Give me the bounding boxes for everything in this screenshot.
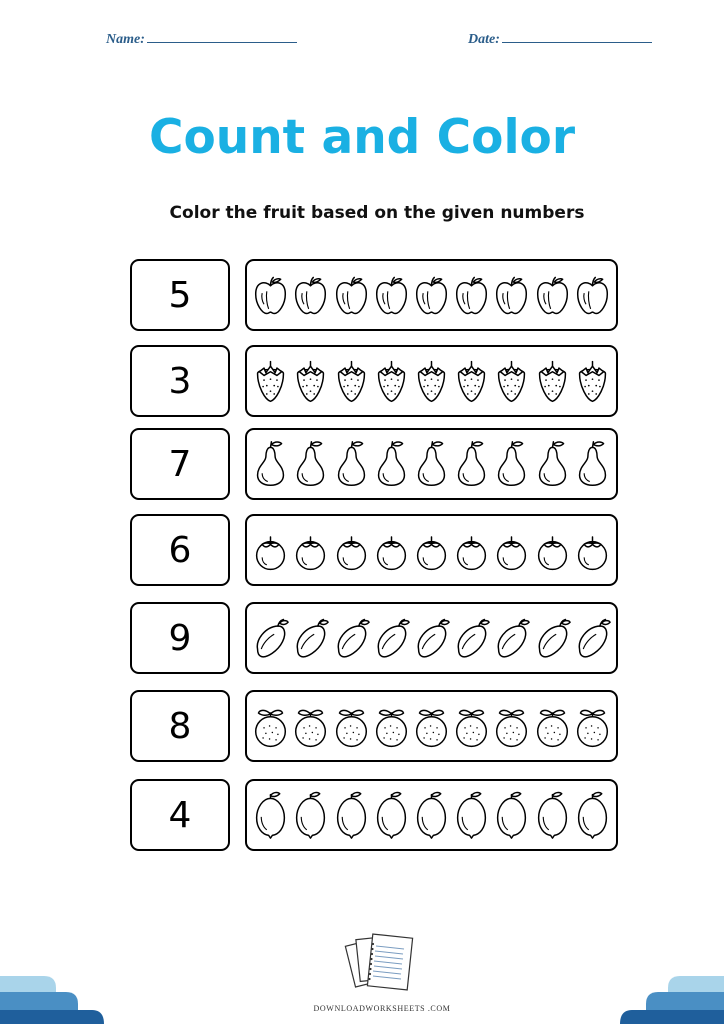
apple-icon[interactable]	[413, 268, 450, 322]
lemon-icon[interactable]	[453, 788, 490, 842]
target-number: 9	[130, 602, 230, 674]
right-wave-decoration	[614, 968, 724, 1024]
lemon-icon[interactable]	[292, 788, 329, 842]
pear-icon[interactable]	[493, 437, 530, 491]
orange-icon[interactable]	[453, 699, 490, 753]
mangosteen-icon[interactable]	[574, 523, 611, 577]
strawberry-icon[interactable]	[292, 354, 329, 408]
strawberry-icon[interactable]	[493, 354, 530, 408]
mangosteen-icon[interactable]	[493, 523, 530, 577]
target-number: 7	[130, 428, 230, 500]
pear-icon[interactable]	[252, 437, 289, 491]
strawberry-icon[interactable]	[333, 354, 370, 408]
lemon-icon[interactable]	[534, 788, 571, 842]
strawberry-icon[interactable]	[534, 354, 571, 408]
orange-icon[interactable]	[534, 699, 571, 753]
target-number: 3	[130, 345, 230, 417]
target-number: 5	[130, 259, 230, 331]
fruit-row	[245, 259, 618, 331]
fruit-row	[245, 690, 618, 762]
left-wave-decoration	[0, 968, 110, 1024]
date-label: Date:	[468, 32, 500, 47]
pear-icon[interactable]	[413, 437, 450, 491]
pear-icon[interactable]	[453, 437, 490, 491]
mangosteen-icon[interactable]	[292, 523, 329, 577]
apple-icon[interactable]	[292, 268, 329, 322]
strawberry-icon[interactable]	[413, 354, 450, 408]
mango-icon[interactable]	[534, 611, 571, 665]
mango-icon[interactable]	[373, 611, 410, 665]
name-label: Name:	[106, 32, 145, 47]
fruit-row	[245, 428, 618, 500]
mango-icon[interactable]	[292, 611, 329, 665]
lemon-icon[interactable]	[333, 788, 370, 842]
lemon-icon[interactable]	[252, 788, 289, 842]
pear-icon[interactable]	[333, 437, 370, 491]
lemon-icon[interactable]	[373, 788, 410, 842]
fruit-row	[245, 514, 618, 586]
apple-icon[interactable]	[574, 268, 611, 322]
orange-icon[interactable]	[493, 699, 530, 753]
lemon-icon[interactable]	[413, 788, 450, 842]
footer-site-text: DOWNLOADWORKSHEETS .COM	[313, 1004, 451, 1013]
lemon-icon[interactable]	[493, 788, 530, 842]
pear-icon[interactable]	[292, 437, 329, 491]
apple-icon[interactable]	[453, 268, 490, 322]
strawberry-icon[interactable]	[252, 354, 289, 408]
mangosteen-icon[interactable]	[413, 523, 450, 577]
mangosteen-icon[interactable]	[453, 523, 490, 577]
orange-icon[interactable]	[252, 699, 289, 753]
apple-icon[interactable]	[534, 268, 571, 322]
date-field[interactable]	[468, 31, 652, 48]
page-title: Count and Color	[148, 110, 576, 165]
orange-icon[interactable]	[333, 699, 370, 753]
mango-icon[interactable]	[333, 611, 370, 665]
name-line[interactable]	[147, 31, 297, 43]
apple-icon[interactable]	[493, 268, 530, 322]
orange-icon[interactable]	[574, 699, 611, 753]
mangosteen-icon[interactable]	[333, 523, 370, 577]
mango-icon[interactable]	[493, 611, 530, 665]
mangosteen-icon[interactable]	[534, 523, 571, 577]
apple-icon[interactable]	[373, 268, 410, 322]
strawberry-icon[interactable]	[574, 354, 611, 408]
target-number: 6	[130, 514, 230, 586]
mango-icon[interactable]	[453, 611, 490, 665]
fruit-row	[245, 779, 618, 851]
strawberry-icon[interactable]	[453, 354, 490, 408]
pear-icon[interactable]	[373, 437, 410, 491]
apple-icon[interactable]	[333, 268, 370, 322]
pear-icon[interactable]	[574, 437, 611, 491]
mangosteen-icon[interactable]	[373, 523, 410, 577]
lemon-icon[interactable]	[574, 788, 611, 842]
fruit-row	[245, 345, 618, 417]
mango-icon[interactable]	[413, 611, 450, 665]
mango-icon[interactable]	[574, 611, 611, 665]
instruction-text: Color the fruit based on the given numbers	[169, 203, 585, 223]
apple-icon[interactable]	[252, 268, 289, 322]
target-number: 8	[130, 690, 230, 762]
date-line[interactable]	[502, 31, 652, 43]
orange-icon[interactable]	[373, 699, 410, 753]
name-field[interactable]	[106, 31, 297, 48]
mango-icon[interactable]	[252, 611, 289, 665]
fruit-row	[245, 602, 618, 674]
worksheets-stack-icon	[344, 928, 420, 1006]
strawberry-icon[interactable]	[373, 354, 410, 408]
target-number: 4	[130, 779, 230, 851]
orange-icon[interactable]	[413, 699, 450, 753]
mangosteen-icon[interactable]	[252, 523, 289, 577]
orange-icon[interactable]	[292, 699, 329, 753]
pear-icon[interactable]	[534, 437, 571, 491]
